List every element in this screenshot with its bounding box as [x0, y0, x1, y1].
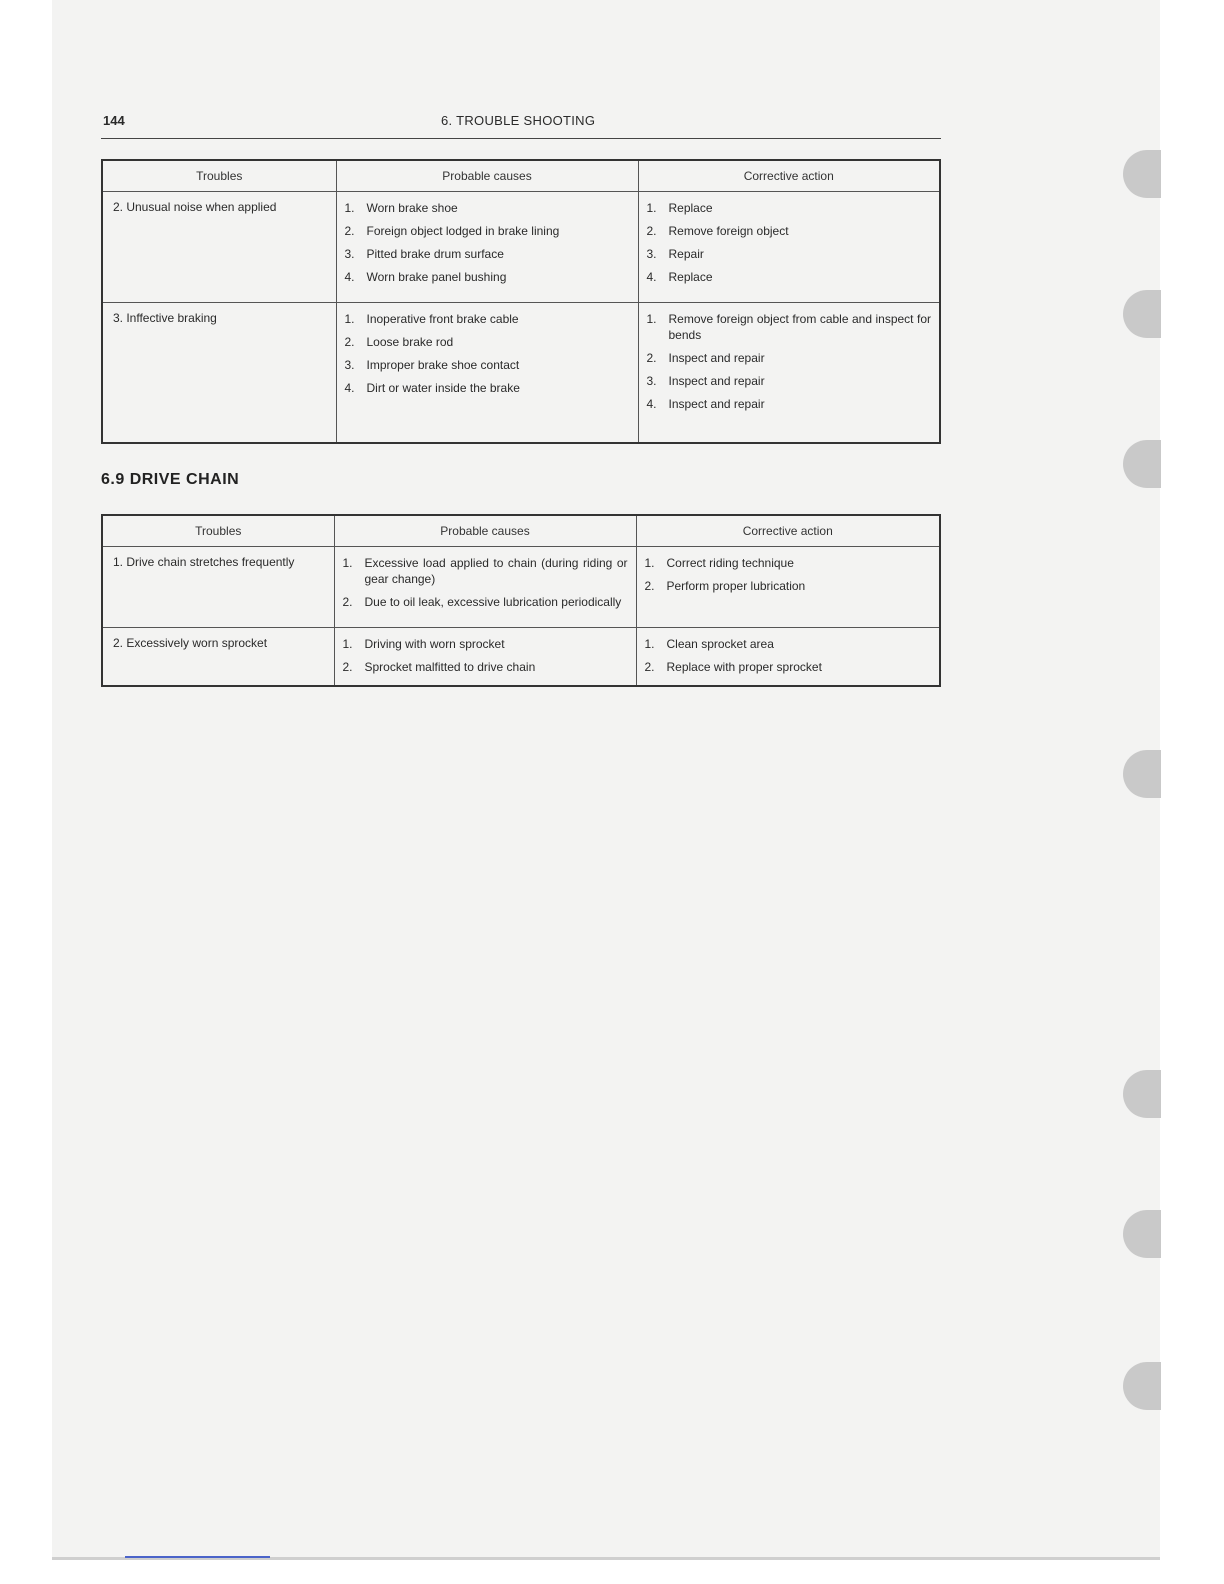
table-row	[102, 192, 940, 303]
action-cell	[638, 192, 940, 303]
item-number: 2.	[344, 224, 355, 238]
list-item	[345, 223, 630, 239]
item-number: 2.	[644, 660, 655, 674]
item-number: 1.	[644, 556, 655, 570]
list-item	[647, 269, 932, 285]
list-item	[647, 200, 932, 216]
item-number: 1.	[344, 312, 355, 326]
item-text: Remove foreign object	[668, 224, 789, 238]
causes-cell	[334, 628, 636, 687]
causes-cell	[336, 303, 638, 443]
item-text: Inspect and repair	[668, 374, 765, 388]
item-number: 4.	[646, 270, 657, 284]
item-text: Worn brake shoe	[366, 201, 458, 215]
section-heading: 6.9 DRIVE CHAIN	[101, 471, 240, 488]
item-number: 1.	[342, 637, 353, 651]
action-cell	[636, 547, 940, 628]
item-number: 3.	[344, 247, 355, 261]
causes-cell	[336, 192, 638, 303]
page-header	[101, 110, 941, 139]
list-item	[343, 636, 628, 652]
item-text: Dirt or water inside the brake	[366, 381, 520, 395]
list-item	[345, 357, 630, 373]
item-text: Driving with worn sprocket	[364, 637, 505, 651]
list-item	[343, 594, 628, 610]
item-text: Sprocket malfitted to drive chain	[364, 660, 536, 674]
item-number: 3.	[344, 358, 355, 372]
list-item	[647, 311, 932, 343]
page-bottom-accent	[125, 1556, 270, 1558]
item-text: Replace	[668, 270, 713, 284]
list-item	[345, 200, 630, 216]
item-number: 4.	[646, 397, 657, 411]
item-text: Excessive load applied to chain (during riding or gear change)	[364, 556, 628, 586]
table-header-row	[102, 515, 940, 547]
item-number: 1.	[342, 556, 353, 570]
brake-trouble-table	[101, 159, 941, 444]
item-number: 2.	[342, 595, 353, 609]
list-item	[343, 555, 628, 587]
item-number: 1.	[644, 637, 655, 651]
list-item	[647, 223, 932, 239]
item-text: Improper brake shoe contact	[366, 358, 520, 372]
action-cell	[636, 628, 940, 687]
trouble-cell: 3. Inffective braking	[102, 303, 336, 443]
column-header-troubles: Troubles	[102, 515, 334, 547]
list-item	[345, 334, 630, 350]
trouble-cell: 1. Drive chain stretches frequently	[102, 547, 334, 628]
trouble-cell: 2. Unusual noise when applied	[102, 192, 336, 303]
item-text: Correct riding technique	[666, 556, 794, 570]
item-text: Remove foreign object from cable and inspect for bends	[668, 312, 931, 342]
table-row	[102, 303, 940, 443]
list-item	[343, 659, 628, 675]
list-item	[645, 578, 932, 594]
item-text: Inoperative front brake cable	[366, 312, 519, 326]
drive-chain-table	[101, 514, 941, 687]
list-item	[345, 246, 630, 262]
list-item	[345, 380, 630, 396]
table-row	[102, 547, 940, 628]
item-text: Inspect and repair	[668, 397, 765, 411]
item-text: Worn brake panel bushing	[366, 270, 507, 284]
item-text: Due to oil leak, excessive lubrication periodically	[364, 595, 622, 609]
item-number: 1.	[646, 312, 657, 326]
causes-cell	[334, 547, 636, 628]
list-item	[345, 269, 630, 285]
item-number: 2.	[344, 335, 355, 349]
column-header-causes: Probable causes	[334, 515, 636, 547]
column-header-action: Corrective action	[638, 160, 940, 192]
item-number: 1.	[646, 201, 657, 215]
action-cell	[638, 303, 940, 443]
item-text: Repair	[668, 247, 704, 261]
list-item	[345, 311, 630, 327]
trouble-cell: 2. Excessively worn sprocket	[102, 628, 334, 687]
column-header-action: Corrective action	[636, 515, 940, 547]
item-text: Clean sprocket area	[666, 637, 774, 651]
list-item	[647, 246, 932, 262]
item-number: 3.	[646, 374, 657, 388]
item-number: 3.	[646, 247, 657, 261]
list-item	[647, 396, 932, 412]
list-item	[645, 636, 932, 652]
page-number: 144	[103, 113, 125, 128]
table-row	[102, 628, 940, 687]
item-number: 2.	[342, 660, 353, 674]
item-text: Loose brake rod	[366, 335, 454, 349]
item-number: 4.	[344, 381, 355, 395]
list-item	[645, 555, 932, 571]
list-item	[647, 373, 932, 389]
item-text: Perform proper lubrication	[666, 579, 806, 593]
table-header-row	[102, 160, 940, 192]
item-text: Inspect and repair	[668, 351, 765, 365]
item-number: 4.	[344, 270, 355, 284]
column-header-troubles: Troubles	[102, 160, 336, 192]
item-text: Replace	[668, 201, 713, 215]
item-text: Foreign object lodged in brake lining	[366, 224, 560, 238]
list-item	[645, 659, 932, 675]
list-item	[647, 350, 932, 366]
item-number: 2.	[646, 224, 657, 238]
item-number: 2.	[646, 351, 657, 365]
chapter-title: 6. TROUBLE SHOOTING	[441, 113, 596, 128]
column-header-causes: Probable causes	[336, 160, 638, 192]
item-text: Pitted brake drum surface	[366, 247, 504, 261]
item-number: 1.	[344, 201, 355, 215]
item-text: Replace with proper sprocket	[666, 660, 822, 674]
item-number: 2.	[644, 579, 655, 593]
